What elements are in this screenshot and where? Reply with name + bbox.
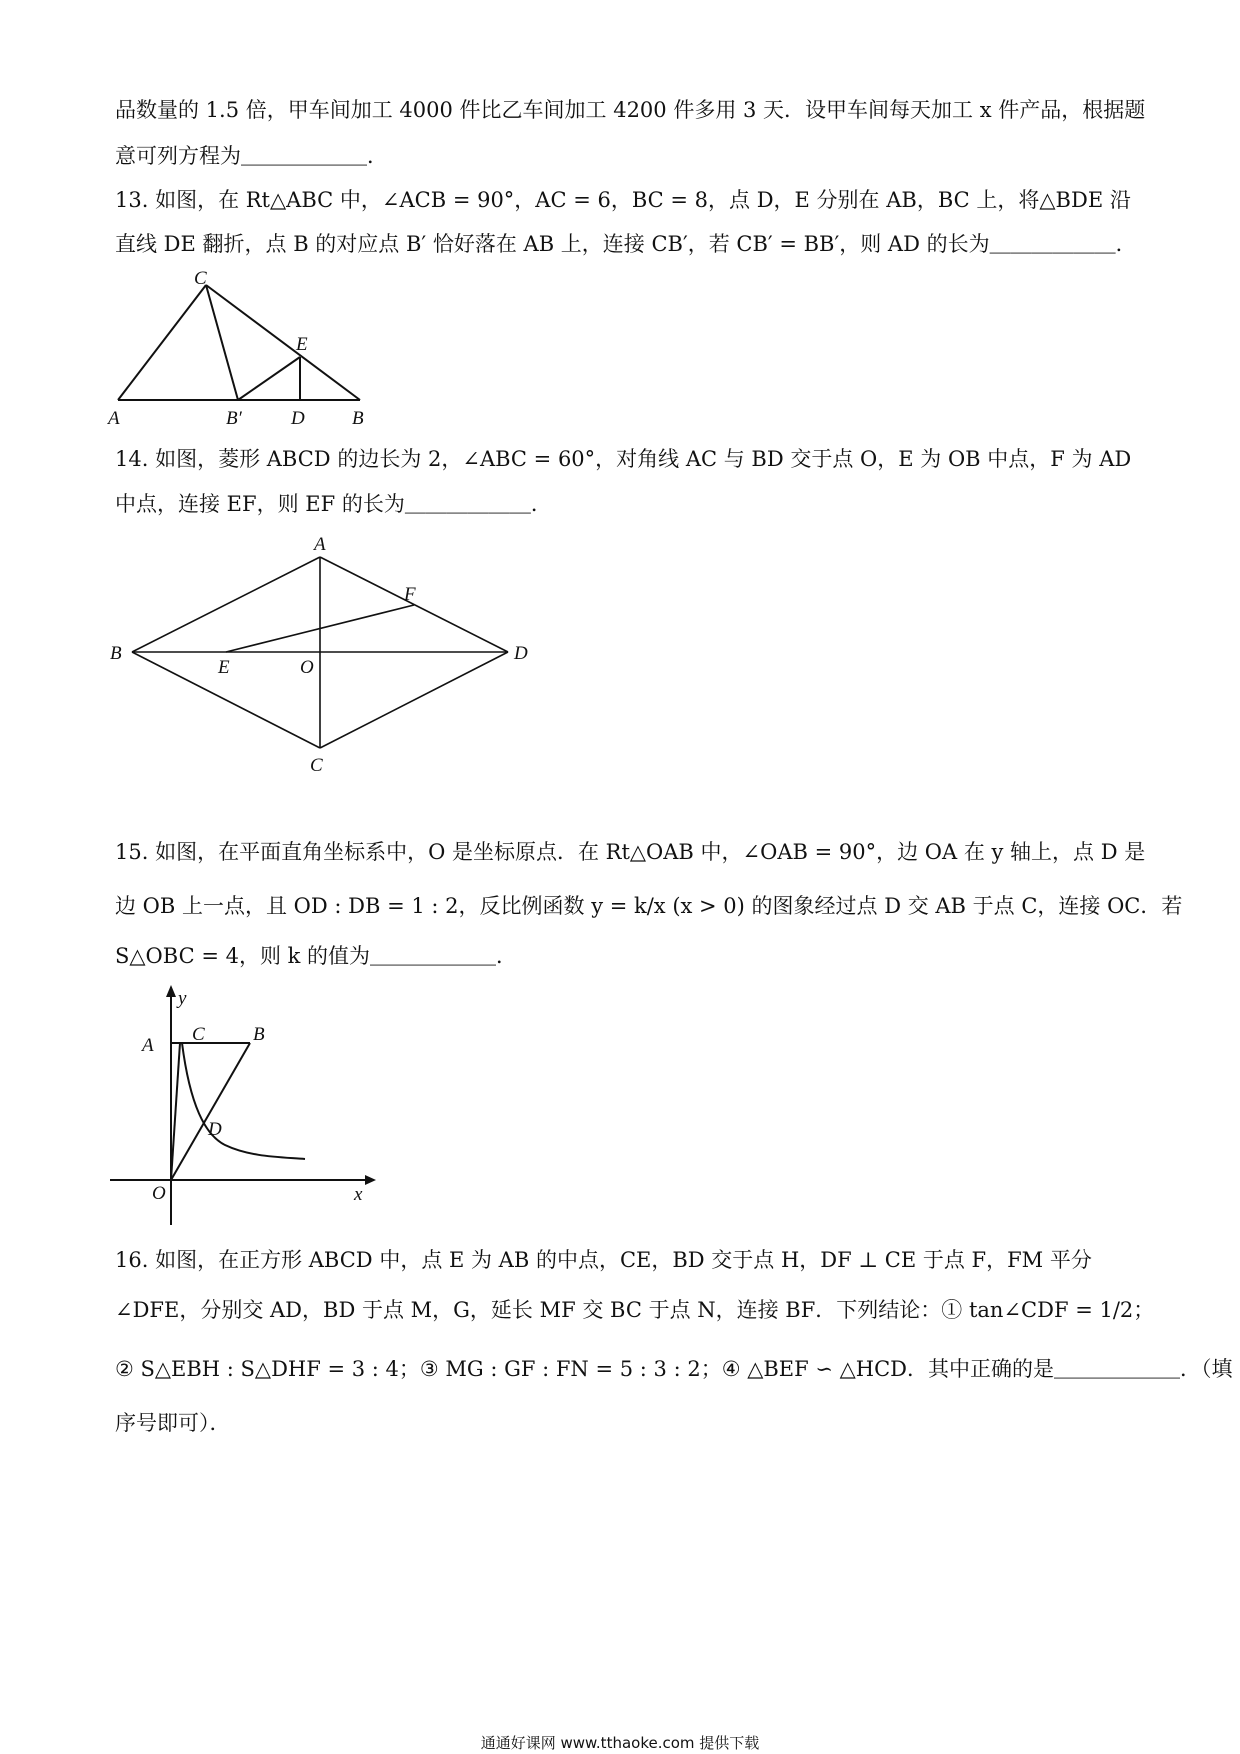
q16-text-line1: 16. 如图，在正方形 ABCD 中，点 E 为 AB 的中点，CE，BD 交于点 H，DF ⊥ CE 于点 F，FM 平分: [115, 1248, 1092, 1272]
label-y: y: [178, 988, 187, 1009]
q13-text-line1: 13. 如图，在 Rt△ABC 中，∠ACB = 90°，AC = 6，BC = 8，点 D，E 分别在 AB，BC 上，将△BDE 沿: [115, 188, 1131, 212]
segment-ob: [171, 1043, 250, 1180]
label-c: C: [310, 755, 323, 776]
q15-coordinate-figure: [110, 985, 390, 1235]
q12-text-line1: 品数量的 1.5 倍，甲车间加工 4000 件比乙车间加工 4200 件多用 3 天．设甲车间每天加工 x 件产品，根据题: [115, 98, 1146, 122]
segment-cb: [206, 285, 360, 400]
label-o: O: [152, 1183, 166, 1204]
q14-text-line2: 中点，连接 EF，则 EF 的长为＿＿＿＿＿＿．: [115, 492, 552, 516]
x-axis-arrow-icon: [365, 1175, 376, 1185]
label-b: B: [253, 1024, 265, 1045]
y-axis-arrow-icon: [166, 985, 176, 997]
page-footer: 通通好课网 www.tthaoke.com 提供下载: [480, 1734, 760, 1752]
q16-text-line4: 序号即可）．: [115, 1411, 231, 1435]
label-x: x: [354, 1184, 363, 1205]
q13-triangle-figure: [110, 270, 420, 430]
segment-b-prime-e: [238, 357, 300, 400]
label-o: O: [300, 657, 314, 678]
label-a: A: [142, 1035, 154, 1056]
segment-oc: [171, 1043, 180, 1180]
side-ba: [132, 557, 320, 652]
q15-text-line1: 15. 如图，在平面直角坐标系中，O 是坐标原点．在 Rt△OAB 中，∠OAB = 90°，边 OA 在 y 轴上，点 D 是: [115, 840, 1146, 864]
hyperbola-curve: [182, 1043, 305, 1159]
q13-text-line2: 直线 DE 翻折，点 B 的对应点 B′ 恰好落在 AB 上，连接 CB′，若 CB′ = BB′，则 AD 的长为＿＿＿＿＿＿．: [115, 232, 1137, 256]
label-e: E: [218, 657, 230, 678]
q16-text-line3: ② S△EBH : S△DHF = 3 : 4；③ MG : GF : FN = 5 : 3 : 2；④ △BEF ∽ △HCD．其中正确的是＿＿＿＿＿＿．（填: [115, 1357, 1233, 1381]
label-c: C: [194, 268, 207, 289]
label-e: E: [296, 334, 308, 355]
q14-text-line1: 14. 如图，菱形 ABCD 的边长为 2，∠ABC = 60°，对角线 AC 与 BD 交于点 O，E 为 OB 中点，F 为 AD: [115, 447, 1132, 471]
label-f: F: [404, 584, 416, 605]
label-c: C: [192, 1024, 205, 1045]
segment-ac: [118, 285, 206, 400]
label-d: D: [208, 1119, 222, 1140]
label-a: A: [314, 534, 326, 555]
q15-text-line2: 边 OB 上一点，且 OD : DB = 1 : 2，反比例函数 y = k/x (x > 0) 的图象经过点 D 交 AB 于点 C，连接 OC．若: [115, 894, 1183, 918]
q16-text-line2: ∠DFE，分别交 AD，BD 于点 M，G，延长 MF 交 BC 于点 N，连接 BF．下列结论：① tan∠CDF = 1/2；: [115, 1298, 1155, 1322]
label-a: A: [108, 408, 120, 429]
q14-rhombus-figure: [110, 530, 540, 830]
q15-text-line3: S△OBC = 4，则 k 的值为＿＿＿＿＿＿．: [115, 944, 518, 968]
segment-cb-prime: [206, 285, 238, 400]
label-b: B: [110, 643, 122, 664]
side-dc: [320, 652, 508, 748]
q12-text-line2: 意可列方程为＿＿＿＿＿＿．: [115, 144, 388, 168]
label-b: B: [352, 408, 364, 429]
label-d: D: [291, 408, 305, 429]
label-b-prime: B′: [226, 408, 242, 429]
label-d: D: [514, 643, 528, 664]
